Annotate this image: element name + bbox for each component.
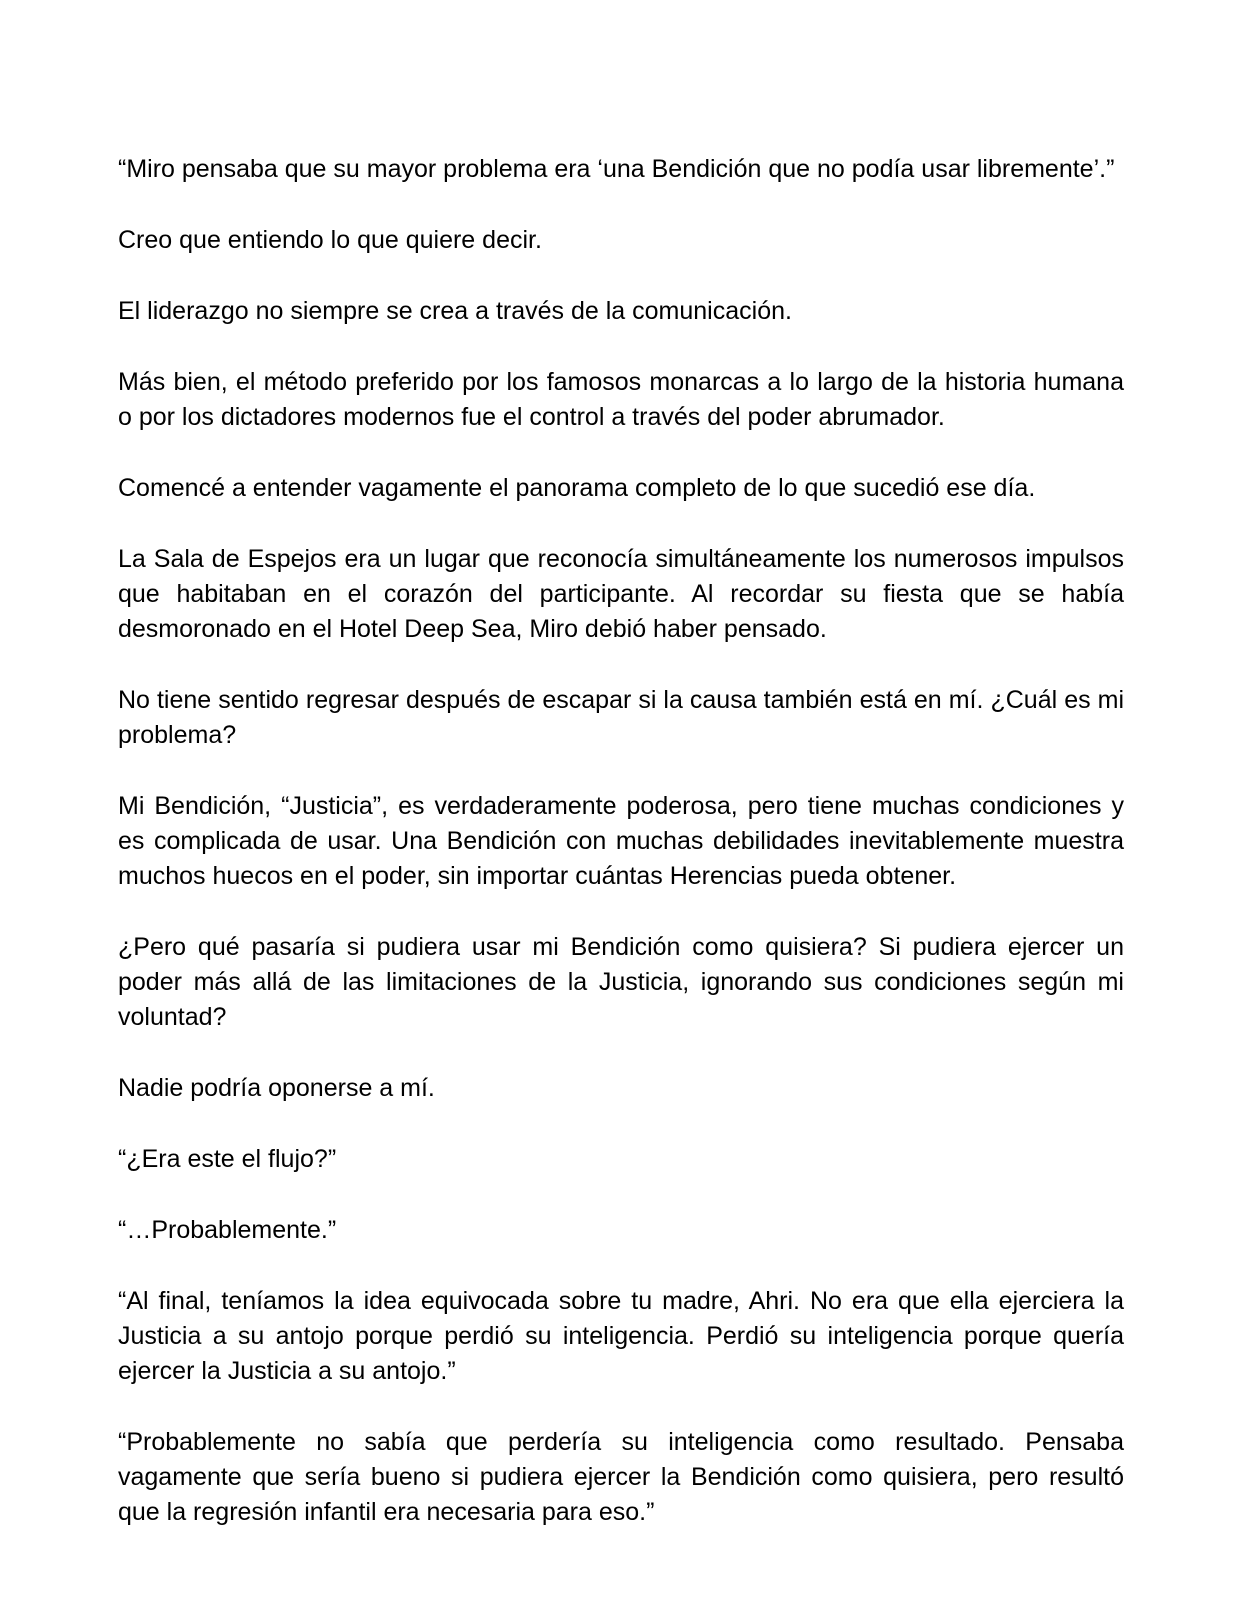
paragraph: Más bien, el método preferido por los famosos monarcas a lo largo de la historia humana o por los dictadores modernos fue el control a través del poder abrumador. [118, 368, 1124, 431]
paragraph: Creo que entiendo lo que quiere decir. [118, 226, 542, 254]
paragraph: “¿Era este el flujo?” [118, 1145, 337, 1173]
paragraph: La Sala de Espejos era un lugar que reconocía simultáneamente los numerosos impulsos que habitaban en el corazón del participante. Al recordar su fiesta que se había desmoronado en el Hotel Deep Sea, Miro debió haber pensado. [118, 545, 1124, 643]
paragraph: “Miro pensaba que su mayor problema era ‘una Bendición que no podía usar libremente’.” [118, 155, 1115, 183]
paragraph: Mi Bendición, “Justicia”, es verdaderamente poderosa, pero tiene muchas condiciones y es complicada de usar. Una Bendición con muchas debilidades inevitablemente muestra muchos huecos en el poder, sin importar cuántas Herencias pueda obtener. [118, 792, 1124, 890]
paragraph: Nadie podría oponerse a mí. [118, 1074, 435, 1102]
paragraph: “Probablemente no sabía que perdería su inteligencia como resultado. Pensaba vagamente que sería bueno si pudiera ejercer la Bendición como quisiera, pero resultó que la regresión infantil era necesaria para eso.” [118, 1428, 1124, 1526]
paragraph: El liderazgo no siempre se crea a través de la comunicación. [118, 297, 792, 325]
body-text [118, 152, 1124, 1566]
paragraph: “…Probablemente.” [118, 1216, 337, 1244]
paragraph: No tiene sentido regresar después de escapar si la causa también está en mí. ¿Cuál es mi problema? [118, 686, 1124, 749]
paragraph: ¿Pero qué pasaría si pudiera usar mi Bendición como quisiera? Si pudiera ejercer un poder más allá de las limitaciones de la Justicia, ignorando sus condiciones según mi voluntad? [118, 933, 1124, 1031]
paragraph: “Al final, teníamos la idea equivocada sobre tu madre, Ahri. No era que ella ejerciera la Justicia a su antojo porque perdió su inteligencia. Perdió su inteligencia porque quería ejercer la Justicia a su antojo.” [118, 1287, 1124, 1385]
paragraph: Comencé a entender vagamente el panorama completo de lo que sucedió ese día. [118, 474, 1036, 502]
